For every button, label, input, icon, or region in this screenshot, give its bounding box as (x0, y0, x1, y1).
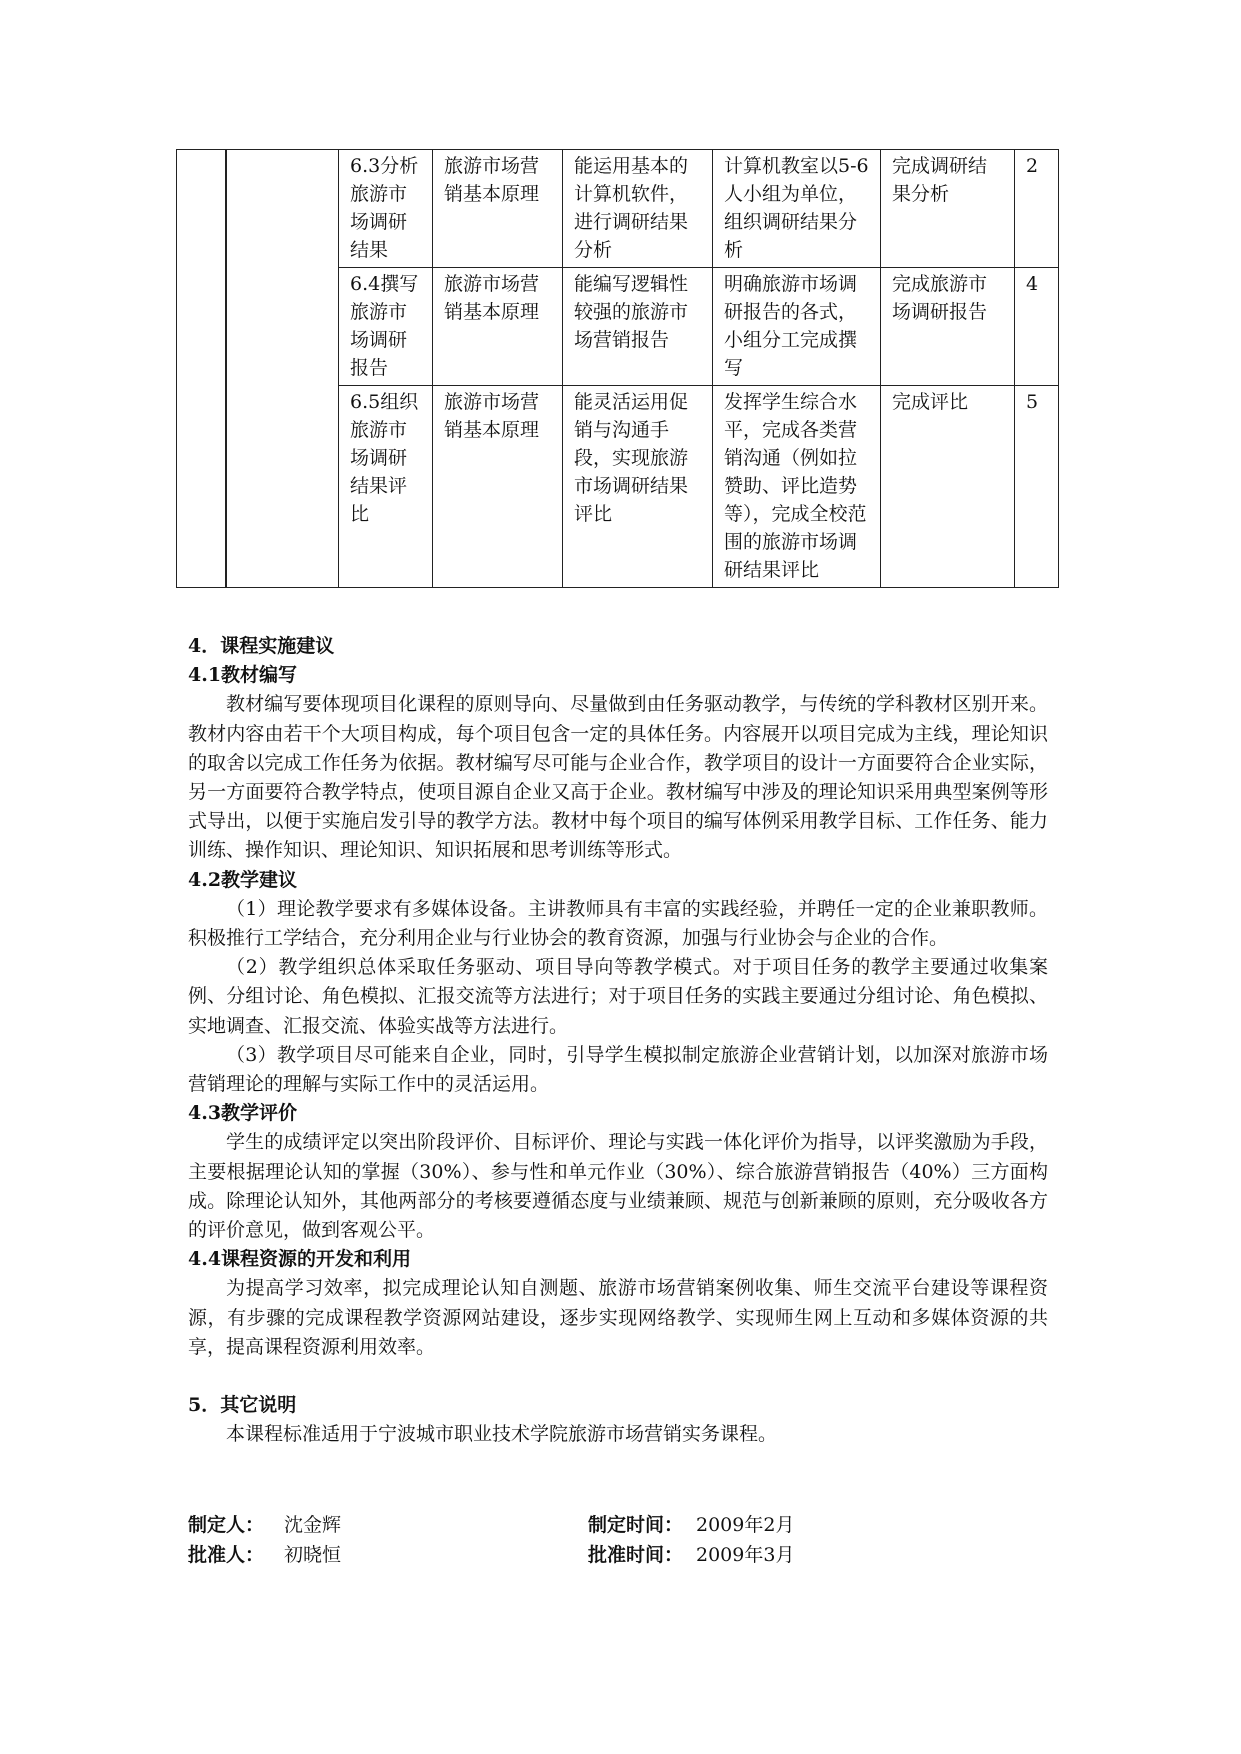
table-row (177, 150, 1059, 268)
author-name: 沈金辉 (284, 1514, 342, 1536)
section-5-heading: 5．其它说明 (188, 1394, 297, 1417)
approver-row (188, 1540, 1048, 1570)
section-5-paragraph: 本课程标准适用于宁波城市职业技术学院旅游市场营销实务课程。 (226, 1423, 778, 1446)
section-4-1-heading: 4.1教材编写 (188, 664, 298, 687)
approver-name: 初晓恒 (284, 1544, 342, 1566)
outcome-cell: 完成调研结果分析 (881, 150, 1015, 268)
section-4-3-heading: 4.3教学评价 (188, 1102, 298, 1125)
approved-date-label: 批准时间： (588, 1544, 684, 1566)
method-cell: 计算机教室以5-6人小组为单位，组织调研结果分析 (713, 150, 881, 268)
outcome-cell: 完成旅游市场调研报告 (881, 268, 1015, 386)
hours-cell: 4 (1015, 268, 1059, 386)
project-cell (177, 150, 226, 588)
made-date-label: 制定时间： (588, 1514, 684, 1536)
knowledge-cell: 旅游市场营销基本原理 (433, 386, 563, 588)
module-cell (226, 150, 339, 588)
section-4-2-heading: 4.2教学建议 (188, 868, 298, 891)
ability-cell: 能编写逻辑性较强的旅游市场营销报告 (563, 268, 713, 386)
section-4-2-paragraph-2: （2）教学组织总体采取任务驱动、项目导向等教学模式。对于项目任务的教学主要通过收集案例、分组讨论、角色模拟、汇报交流等方法进行；对于项目任务的实践主要通过分组讨论、角色模拟、实地调查、汇报交流、体验实战等方法进行。 (188, 956, 1048, 1037)
section-4-2-paragraph-3: （3）教学项目尽可能来自企业，同时，引导学生模拟制定旅游企业营销计划，以加深对旅游市场营销理论的理解与实际工作中的灵活运用。 (188, 1043, 1048, 1096)
course-plan-table (176, 149, 1059, 588)
signature-block (188, 1510, 1048, 1570)
ability-cell: 能运用基本的计算机软件，进行调研结果分析 (563, 150, 713, 268)
document-body (188, 632, 1048, 1449)
hours-cell: 5 (1015, 386, 1059, 588)
author-row (188, 1510, 1048, 1540)
section-4-4-heading: 4.4课程资源的开发和利用 (188, 1248, 412, 1271)
task-cell: 6.4撰写旅游市场调研报告 (339, 268, 433, 386)
section-4-heading: 4．课程实施建议 (188, 635, 335, 657)
approved-date: 2009年3月 (696, 1544, 795, 1566)
knowledge-cell: 旅游市场营销基本原理 (433, 150, 563, 268)
section-4-1-paragraph: 教材编写要体现项目化课程的原则导向、尽量做到由任务驱动教学，与传统的学科教材区别开来。教材内容由若干个大项目构成，每个项目包含一定的具体任务。内容展开以项目完成为主线，理论知识的取舍以完成工作任务为依据。教材编写尽可能与企业合作，教学项目的设计一方面要符合企业实际，另一方面要符合教学特点，使项目源自企业又高于企业。教材编写中涉及的理论知识采用典型案例等形式导出，以便于实施启发引导的教学方法。教材中每个项目的编写体例采用教学目标、工作任务、能力训练、操作知识、理论知识、知识拓展和思考训练等形式。 (188, 693, 1048, 862)
task-cell: 6.5组织旅游市场调研结果评比 (339, 386, 433, 588)
outcome-cell: 完成评比 (881, 386, 1015, 588)
ability-cell: 能灵活运用促销与沟通手段，实现旅游市场调研结果评比 (563, 386, 713, 588)
section-4-2-paragraph-1: （1）理论教学要求有多媒体设备。主讲教师具有丰富的实践经验，并聘任一定的企业兼职教师。积极推行工学结合，充分利用企业与行业协会的教育资源，加强与行业协会与企业的合作。 (188, 897, 1048, 950)
task-cell: 6.3分析旅游市场调研结果 (339, 150, 433, 268)
approver-label: 批准人： (188, 1544, 265, 1566)
section-4-3-paragraph: 学生的成绩评定以突出阶段评价、目标评价、理论与实践一体化评价为指导，以评奖激励为手段，主要根据理论认知的掌握（30%）、参与性和单元作业（30%）、综合旅游营销报告（40%）三方面构成。除理论认知外，其他两部分的考核要遵循态度与业绩兼顾、规范与创新兼顾的原则，充分吸收各方的评价意见，做到客观公平。 (188, 1131, 1048, 1242)
knowledge-cell: 旅游市场营销基本原理 (433, 268, 563, 386)
method-cell: 发挥学生综合水平，完成各类营销沟通（例如拉赞助、评比造势等），完成全校范围的旅游市场调研结果评比 (713, 386, 881, 588)
section-4-4-paragraph: 为提高学习效率，拟完成理论认知自测题、旅游市场营销案例收集、师生交流平台建设等课程资源，有步骤的完成课程教学资源网站建设，逐步实现网络教学、实现师生网上互动和多媒体资源的共享，提高课程资源利用效率。 (188, 1277, 1048, 1358)
spacer (188, 1362, 1048, 1391)
made-date: 2009年2月 (696, 1514, 795, 1536)
hours-cell: 2 (1015, 150, 1059, 268)
author-label: 制定人： (188, 1514, 265, 1536)
method-cell: 明确旅游市场调研报告的各式，小组分工完成撰写 (713, 268, 881, 386)
